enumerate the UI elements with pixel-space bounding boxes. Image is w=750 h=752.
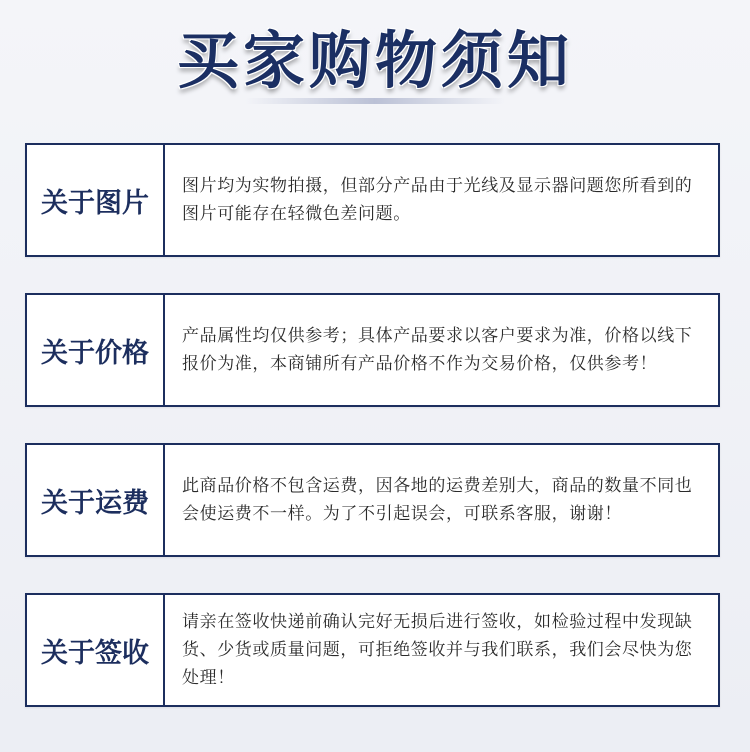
notice-content-images: [165, 145, 718, 255]
notice-text-signing: 请亲在签收快递前确认完好无损后进行签收，如检验过程中发现缺货、少货或质量问题，可拒绝签收并与我们联系，我们会尽快为您处理！: [182, 612, 693, 688]
notice-box-images: [25, 143, 720, 257]
notice-label-shipping: 关于运费: [27, 445, 165, 555]
notice-content-price: [165, 295, 718, 405]
notice-text-price: 产品属性均仅供参考；具体产品要求以客户要求为准，价格以线下报价为准，本商铺所有产品价格不作为交易价格，仅供参考！: [182, 326, 693, 374]
notice-label-signing: 关于签收: [27, 595, 165, 705]
notice-text-shipping: 此商品价格不包含运费，因各地的运费差别大，商品的数量不同也会使运费不一样。为了不引起误会，可联系客服，谢谢！: [182, 476, 693, 524]
notice-label-price: 关于价格: [27, 295, 165, 405]
notice-text-images: 图片均为实物拍摄，但部分产品由于光线及显示器问题您所看到的图片可能存在轻微色差问题。: [182, 176, 693, 224]
notice-content-shipping: [165, 445, 718, 555]
notice-label-images: 关于图片: [27, 145, 165, 255]
page-title: 买家购物须知: [176, 24, 573, 97]
notice-box-price: [25, 293, 720, 407]
notice-box-signing: [25, 593, 720, 707]
notice-box-shipping: [25, 443, 720, 557]
title-underline: [245, 98, 505, 104]
notice-content-signing: [165, 595, 718, 705]
